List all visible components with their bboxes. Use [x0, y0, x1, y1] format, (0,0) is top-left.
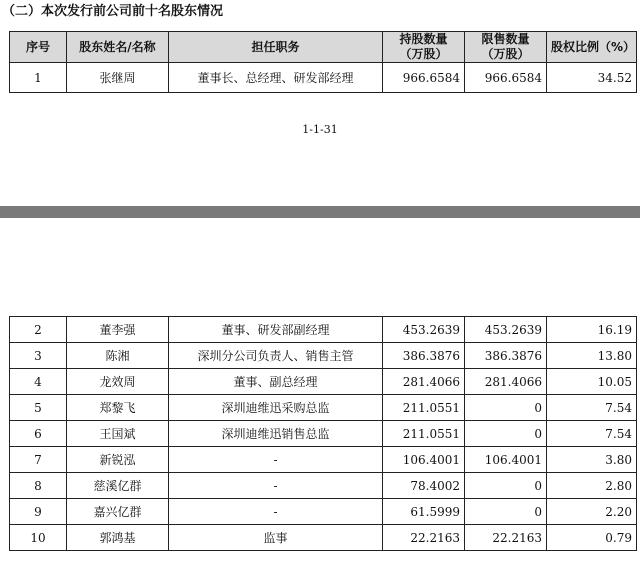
cell-shares: 106.4001	[383, 447, 465, 473]
cell-name: 郑黎飞	[67, 395, 169, 421]
table-row	[10, 395, 637, 421]
cell-no: 7	[10, 447, 67, 473]
cell-no: 8	[10, 473, 67, 499]
table-row	[10, 447, 637, 473]
table-row	[10, 499, 637, 525]
col-header-shares-line2: （万股）	[399, 47, 448, 61]
cell-restricted: 106.4001	[465, 447, 547, 473]
cell-no: 6	[10, 421, 67, 447]
table-row	[10, 473, 637, 499]
cell-ratio: 0.79	[547, 525, 637, 551]
cell-restricted: 0	[465, 499, 547, 525]
shareholder-table-continued	[9, 316, 637, 551]
cell-shares: 211.0551	[383, 421, 465, 447]
col-header-position-text: 担任职务	[251, 39, 300, 54]
col-header-restricted-line1: 限售数量	[481, 32, 530, 46]
cell-restricted: 22.2163	[465, 525, 547, 551]
cell-shares: 453.2639	[383, 317, 465, 343]
cell-ratio: 16.19	[547, 317, 637, 343]
cell-restricted: 0	[465, 473, 547, 499]
cell-restricted: 0	[465, 421, 547, 447]
cell-shares: 211.0551	[383, 395, 465, 421]
cell-ratio: 2.80	[547, 473, 637, 499]
cell-shares: 966.6584	[383, 63, 465, 93]
cell-no: 5	[10, 395, 67, 421]
cell-position: 董事长、总经理、研发部经理	[169, 63, 383, 93]
cell-ratio: 2.20	[547, 499, 637, 525]
col-header-restricted-line2: （万股）	[481, 47, 530, 61]
cell-position: 深圳分公司负责人、销售主管	[169, 343, 383, 369]
col-header-name	[67, 32, 169, 63]
table-row	[10, 343, 637, 369]
cell-shares: 22.2163	[383, 525, 465, 551]
page-break-divider	[0, 206, 640, 218]
cell-shares: 281.4066	[383, 369, 465, 395]
cell-position: 董事、研发部副经理	[169, 317, 383, 343]
cell-restricted: 0	[465, 395, 547, 421]
cell-position: 监事	[169, 525, 383, 551]
cell-ratio: 3.80	[547, 447, 637, 473]
cell-name: 陈湘	[67, 343, 169, 369]
cell-restricted: 453.2639	[465, 317, 547, 343]
cell-name: 王国斌	[67, 421, 169, 447]
cell-no: 9	[10, 499, 67, 525]
cell-ratio: 13.80	[547, 343, 637, 369]
col-header-restricted	[465, 32, 547, 63]
cell-name: 董李强	[67, 317, 169, 343]
table-body	[10, 317, 637, 551]
cell-position: 深圳迪维迅采购总监	[169, 395, 383, 421]
col-header-name-text: 股东姓名/名称	[79, 39, 156, 54]
cell-shares: 78.4002	[383, 473, 465, 499]
cell-no: 2	[10, 317, 67, 343]
table-header-row	[10, 32, 637, 63]
cell-restricted: 386.3876	[465, 343, 547, 369]
cell-no: 1	[10, 63, 67, 93]
cell-ratio: 7.54	[547, 421, 637, 447]
col-header-shares-line1: 持股数量	[399, 32, 448, 46]
section-heading: （二）本次发行前公司前十名股东情况	[2, 4, 224, 19]
cell-restricted: 966.6584	[465, 63, 547, 93]
table-row	[10, 317, 637, 343]
table-row	[10, 525, 637, 551]
col-header-position	[169, 32, 383, 63]
table-row	[10, 421, 637, 447]
cell-ratio: 34.52	[547, 63, 637, 93]
shareholder-table-top	[9, 31, 637, 93]
cell-name: 郭鸿基	[67, 525, 169, 551]
page-number: 1-1-31	[302, 123, 338, 136]
cell-ratio: 10.05	[547, 369, 637, 395]
cell-position: 董事、副总经理	[169, 369, 383, 395]
col-header-ratio	[547, 32, 637, 63]
table-row	[10, 369, 637, 395]
cell-name: 龙效周	[67, 369, 169, 395]
col-header-ratio-text: 股权比例（%）	[551, 39, 636, 54]
table-row	[10, 63, 637, 93]
cell-name: 新锐泓	[67, 447, 169, 473]
cell-name: 嘉兴亿群	[67, 499, 169, 525]
col-header-shares	[383, 32, 465, 63]
cell-name: 慈溪亿群	[67, 473, 169, 499]
cell-no: 3	[10, 343, 67, 369]
cell-position: -	[169, 499, 383, 525]
col-header-no	[10, 32, 67, 63]
cell-name: 张继周	[67, 63, 169, 93]
cell-position: -	[169, 473, 383, 499]
col-header-no-text: 序号	[25, 39, 50, 54]
cell-shares: 61.5999	[383, 499, 465, 525]
cell-no: 4	[10, 369, 67, 395]
cell-shares: 386.3876	[383, 343, 465, 369]
cell-position: -	[169, 447, 383, 473]
cell-no: 10	[10, 525, 67, 551]
cell-restricted: 281.4066	[465, 369, 547, 395]
cell-position: 深圳迪维迅销售总监	[169, 421, 383, 447]
cell-ratio: 7.54	[547, 395, 637, 421]
